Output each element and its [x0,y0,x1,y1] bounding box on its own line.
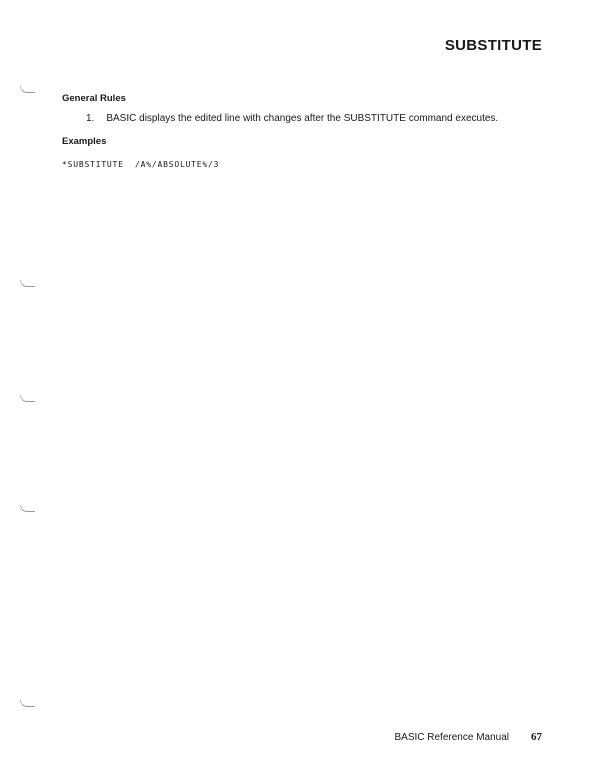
rule-number: 1. [86,113,95,124]
binder-hole-mark [20,395,35,402]
binder-hole-mark [20,505,35,512]
examples-heading: Examples [62,136,107,147]
binder-hole-mark [20,86,35,93]
binder-hole-mark [20,700,35,707]
rule-item [86,113,498,124]
manual-title: BASIC Reference Manual [394,732,509,743]
page-title: SUBSTITUTE [444,37,542,54]
binder-hole-mark [20,280,35,287]
general-rules-heading: General Rules [62,93,126,104]
rule-text: BASIC displays the edited line with changes after the SUBSTITUTE command executes. [106,113,499,124]
example-code: *SUBSTITUTE /A%/ABSOLUTE%/3 [62,160,220,169]
page-number: 67 [531,731,542,743]
page-footer [394,731,542,743]
